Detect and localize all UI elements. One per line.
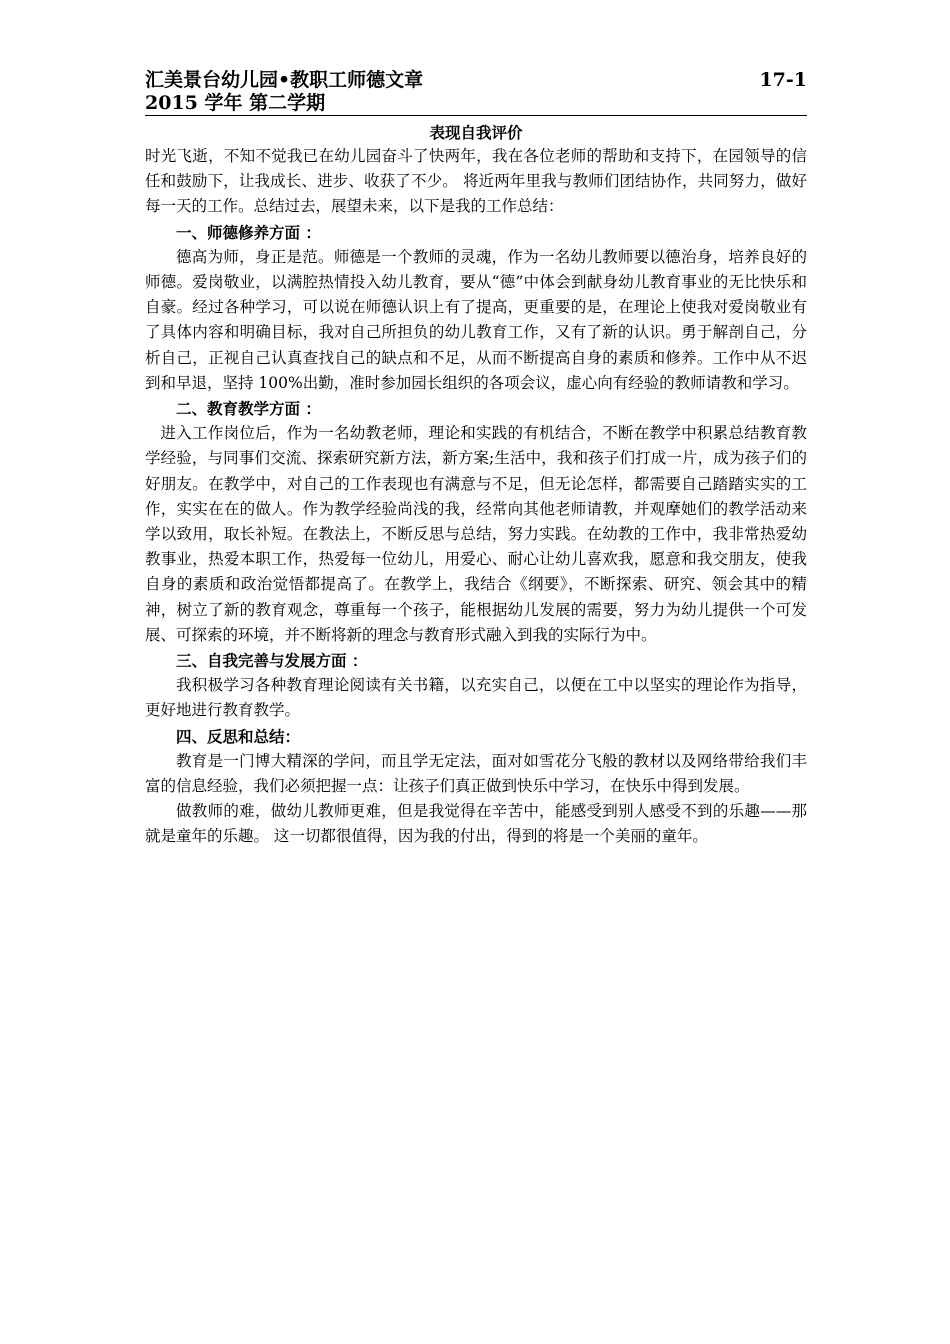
section-heading-reflection: 四、反思和总结： [176, 726, 301, 746]
section-heading-self-improvement: 三、自我完善与发展方面 ： [176, 651, 368, 671]
document-page [145, 68, 807, 850]
document-body [145, 144, 807, 850]
header-line [145, 68, 807, 92]
document-title: 表现自我评价 [429, 123, 523, 142]
section-paragraph-reflection-1: 教育是一门博大精深的学问，而且学无定法，面对如雪花分飞般的教材以及网络带给我们丰富的信息经验，我们必须把握一点：让孩子们真正做到快乐中学习，在快乐中得到发展。 [145, 751, 807, 796]
section-paragraph-reflection-2: 做教师的难，做幼儿教师更难，但是我觉得在辛苦中，能感受到别人感受不到的乐趣——那就是童年的乐趣。 这一切都很值得，因为我的付出，得到的将是一个美丽的童年。 [145, 802, 807, 846]
section-paragraph-teaching: 进入工作岗位后，作为一名幼教老师，理论和实践的有机结合，不断在教学中积累总结教育教学经验，与同事们交流、探索研究新方法，新方案;生活中，我和孩子们打成一片，成为孩子们的好朋友。在教学中，对自己的工作表现也有满意与不足，但无论怎样，都需要自己踏踏实实的工作，实实在在的做人。作为教学经验尚浅的我，经常向其他老师请教，并观摩她们的教学活动来学以致用，取长补短。在教法上，不断反思与总结，努力实践。在幼教的工作中，我非常热爱幼教事业，热爱本职工作，热爱每一位幼儿，用爱心、耐心让幼儿喜欢我，愿意和我交朋友，使我自身的素质和政治觉悟都提高了。在教学上，我结合《纲要》，不断探索、研究、领会其中的精神，树立了新的教育观念，尊重每一个孩子，能根据幼儿发展的需要，努力为幼儿提供一个可发展、可探索的环境，并不断将新的理念与教育形式融入到我的实际行为中。 [145, 424, 807, 644]
section-paragraph-self-improvement: 我积极学习各种教育理论阅读有关书籍，以充实自己，以便在工中以坚实的理论作为指导，更好地进行教育教学。 [145, 676, 807, 720]
intro-paragraph: 时光飞逝，不知不觉我已在幼儿园奋斗了快两年，我在各位老师的帮助和支持下，在园领导的信任和鼓励下，让我成长、进步、收获了不少。 将近两年里我与教师们团结协作，共同努力，做好每一天的工作。总结过去，展望未来，以下是我的工作总结： [145, 147, 807, 216]
section-heading-ethics: 一、师德修养方面 ： [176, 222, 321, 242]
header-term: 2015 学年 第二学期 [145, 92, 326, 114]
section-paragraph-ethics: 德高为师，身正是范。师德是一个教师的灵魂，作为一名幼儿教师要以德治身，培养良好的师德。爱岗敬业，以满腔热情投入幼儿教育，要从“德”中体会到献身幼儿教育事业的无比快乐和自豪。经过各种学习，可以说在师德认识上有了提高，更重要的是，在理论上使我对爱岗敬业有了具体内容和明确目标，我对自己所担负的幼儿教育工作，又有了新的认识。勇于解剖自己，分析自己，正视自己认真查找自己的缺点和不足，从而不断提高自身的素质和修养。工作中从不迟到和早退，坚持 100%出勤，准时参加园长组织的各项会议，虚心向有经验的教师请教和学习。 [145, 247, 807, 392]
header-title: 汇美景台幼儿园•教职工师德文章 [145, 69, 424, 91]
section-heading-teaching: 二、教育教学方面 ： [176, 399, 321, 419]
page-header [145, 68, 807, 116]
page-code: 17-1 [759, 69, 807, 91]
